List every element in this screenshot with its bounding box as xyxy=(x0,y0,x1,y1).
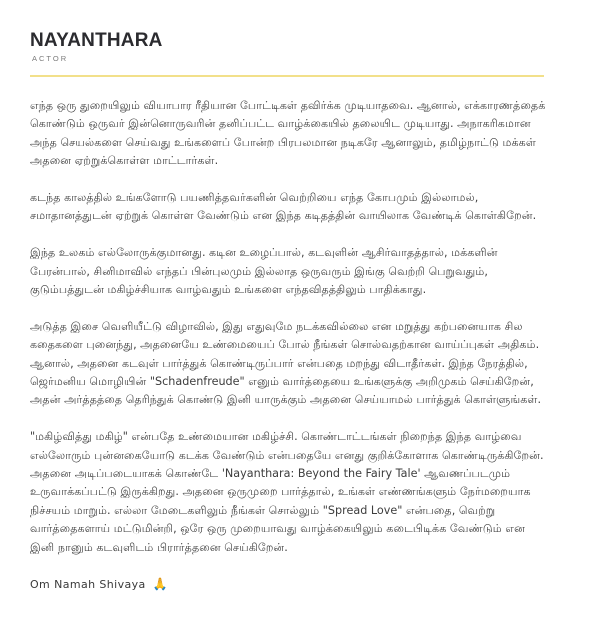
paragraph-5: "மகிழ்வித்து மகிழ்" என்பதே உண்மையான மகிழ்ச்சி. கொண்டாட்டங்கள் நிறைந்த இந்த வாழ்வை எல்லோரும் புன்னகையோடு கடக்க வேண்டும் என்பதையே எனது குறிக்கோளாக கொண்டிருக்கிறேன். அதனை அடிப்படையாகக் கொண்டே 'Nayanthara: Beyond the Fairy Tale' ஆவணப்படமும் உருவாக்கப்பட்டு இருக்கிறது. அதனை ஒருமுறை பார்த்தால், உங்கள் எண்ணங்களும் நேர்மறையாக நிச்சயம் மாறும். எல்லா மேடைகளிலும் நீங்கள் சொல்லும் "Spread Love" என்பதை, வெற்று வார்த்தைகளாய் மட்டுமின்றி, ஒரே ஒரு முறையாவது வாழ்க்கையிலும் கடைபிடிக்க வேண்டும் என இனி நானும் கடவுளிடம் பிரார்த்தனை செய்கிறேன். xyxy=(30,430,544,554)
letter-header xyxy=(30,30,544,64)
author-role: ACTOR xyxy=(32,54,69,63)
paragraph-2: கடந்த காலத்தில் உங்களோடு பயணித்தவர்களின் வெற்றியை எந்த கோபமும் இல்லாமல், சமாதானத்துடன் ஏற்றுக் கொள்ள வேண்டும் என இந்த கடிதத்தின் வாயிலாக வேண்டிக் கொள்கிறேன். xyxy=(30,191,537,223)
letter-body xyxy=(30,97,550,595)
author-name: NAYANTHARA xyxy=(30,30,163,51)
paragraph-4: அடுத்த இசை வெளியீட்டு விழாவில், இது எதுவுமே நடக்கவில்லை என மறுத்து கற்பனையாக சில கதைகளை புனைந்து, அதனையே உண்மையைப் போல் நீங்கள் சொல்வதற்கான வாய்ப்புகள் அதிகம். ஆனால், அதனை கடவுள் பார்த்துக் கொண்டிருப்பார் என்பதை மறந்து விடாதீர்கள். இந்த நேரத்தில், ஜெர்மனிய மொழியின் "Schadenfreude" எனும் வார்த்தையை உங்களுக்கு அறிமுகம் செய்கிறேன், அதன் அர்த்தத்தை தெரிந்துக் கொண்டு இனி யாருக்கும் அதனை செய்யாமல் பார்த்துக் கொள்ளுங்கள். xyxy=(30,319,542,407)
paragraph-3: இந்த உலகம் எல்லோருக்குமானது. கடின உழைப்பால், கடவுளின் ஆசிர்வாதத்தால், மக்களின் பேரன்பால், சினிமாவில் எந்தப் பின்புலமும் இல்லாத ஒருவரும் இங்கு வெற்றி பெறுவதும், குடும்பத்துடன் மகிழ்ச்சியாக வாழ்வதும் உங்களை எந்தவிதத்திலும் பாதிக்காது. xyxy=(30,246,498,297)
folded-hands-icon: 🙏 xyxy=(152,577,168,592)
header-divider xyxy=(30,75,544,77)
signoff-text: Om Namah Shivaya xyxy=(30,578,146,592)
paragraph-1: எந்த ஒரு துறையிலும் வியாபார ரீதியான போட்டிகள் தவிர்க்க முடியாதவை. ஆனால், எக்காரணத்தைக் கொண்டும் ஒருவர் இன்னொருவரின் தனிப்பட்ட வாழ்க்கையில் தலையிட முடியாது. அநாகரிகமான அந்த செயல்களை செய்வது உங்களைப் போன்ற பிரபலமான நடிகரே ஆனாலும், தமிழ்நாட்டு மக்கள் அதனை ஏற்றுக்கொள்ள மாட்டார்கள். xyxy=(30,99,546,168)
signoff xyxy=(30,575,550,594)
